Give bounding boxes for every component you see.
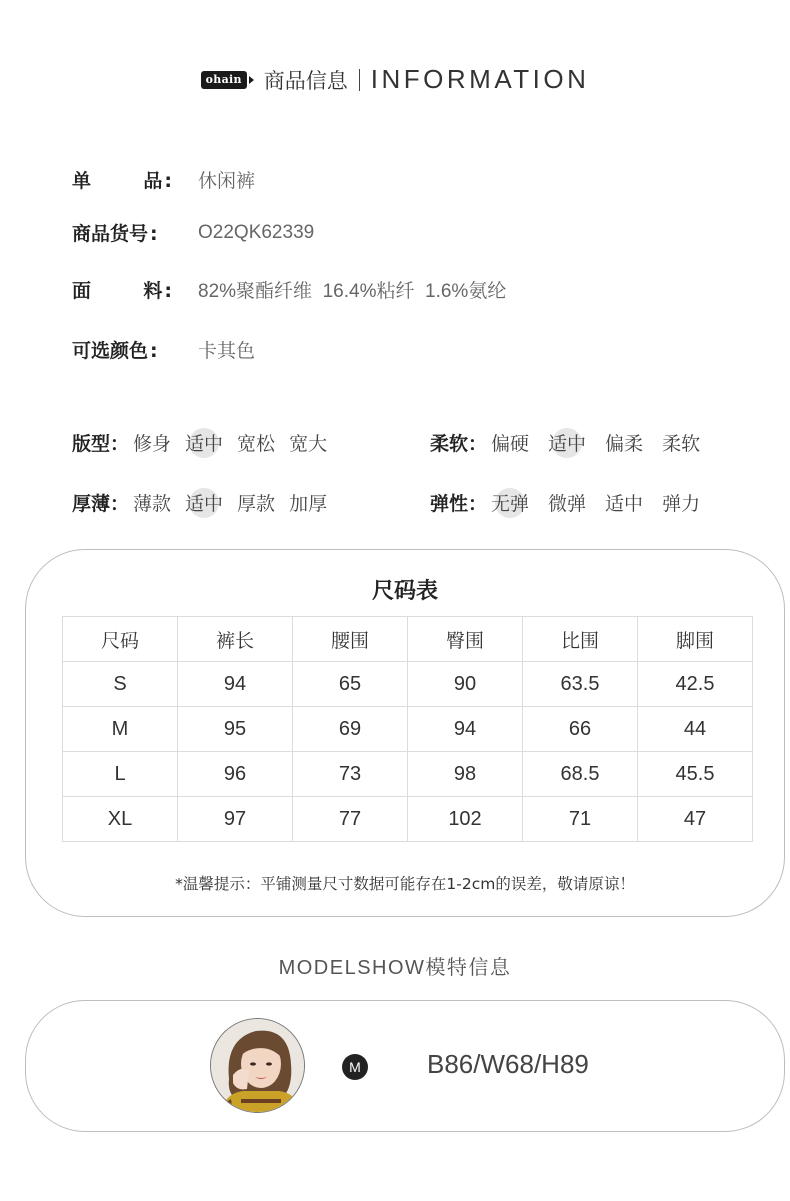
table-header-cell: 腰围 xyxy=(293,617,408,662)
attr-label: 版型： xyxy=(72,433,130,455)
info-row-fabric xyxy=(72,276,506,303)
info-row-item xyxy=(72,166,255,193)
attr-thickness xyxy=(72,489,341,516)
attr-option: 宽大 xyxy=(289,433,328,455)
header-title-en: INFORMATION xyxy=(370,64,590,94)
table-cell: 71 xyxy=(523,797,638,842)
table-cell: 68.5 xyxy=(523,752,638,797)
model-portrait-icon xyxy=(210,1018,305,1113)
attr-option: 适中 xyxy=(605,493,644,515)
table-cell: 94 xyxy=(178,662,293,707)
attr-option: 薄款 xyxy=(133,493,172,515)
info-label: 单 品 : xyxy=(72,170,172,192)
attr-label: 柔软： xyxy=(430,433,488,455)
table-cell: 102 xyxy=(408,797,523,842)
table-header-cell: 尺码 xyxy=(63,617,178,662)
attr-option: 偏柔 xyxy=(605,433,644,455)
table-cell: 45.5 xyxy=(638,752,753,797)
attr-option: 微弹 xyxy=(548,493,587,515)
info-value: O22QK62339 xyxy=(198,221,315,243)
play-arrow-icon xyxy=(249,76,254,84)
model-card xyxy=(25,1000,785,1132)
table-cell: 77 xyxy=(293,797,408,842)
attr-option: 修身 xyxy=(133,433,172,455)
table-cell: 73 xyxy=(293,752,408,797)
model-size-badge: M xyxy=(342,1054,368,1080)
attr-option: 加厚 xyxy=(289,493,328,515)
table-header-cell: 裤长 xyxy=(178,617,293,662)
size-note: *温馨提示：平铺测量尺寸数据可能存在1-2cm的误差，敬请原谅！ xyxy=(175,875,635,893)
table-cell: 95 xyxy=(178,707,293,752)
table-cell: 98 xyxy=(408,752,523,797)
table-cell: 44 xyxy=(638,707,753,752)
attr-option-selected: 无弹 xyxy=(491,489,529,516)
attr-option: 柔软 xyxy=(662,433,701,455)
attr-elasticity xyxy=(430,489,714,516)
attr-label: 弹性： xyxy=(430,493,488,515)
section-header xyxy=(0,64,790,95)
table-cell: 97 xyxy=(178,797,293,842)
attr-option-selected: 适中 xyxy=(185,489,223,516)
header-title-cn: 商品信息 xyxy=(263,68,348,93)
table-cell: XL xyxy=(63,797,178,842)
info-label: 商品货号 : xyxy=(72,223,158,245)
table-cell: M xyxy=(63,707,178,752)
size-chart-card xyxy=(25,549,785,917)
info-value: 卡其色 xyxy=(198,341,256,362)
table-row xyxy=(63,707,753,752)
attr-softness xyxy=(430,429,714,456)
table-header-row xyxy=(63,617,753,662)
attr-fit xyxy=(72,429,341,456)
table-cell: L xyxy=(63,752,178,797)
info-row-sku xyxy=(72,219,314,246)
table-cell: 69 xyxy=(293,707,408,752)
table-cell: 47 xyxy=(638,797,753,842)
info-label: 面 料 : xyxy=(72,280,172,302)
table-header-cell: 比围 xyxy=(523,617,638,662)
info-value: 休闲裤 xyxy=(198,171,256,192)
info-row-color xyxy=(72,336,255,363)
brand-logo-text: ohain xyxy=(201,71,247,89)
size-table xyxy=(62,616,753,842)
attr-option: 偏硬 xyxy=(491,433,530,455)
attr-option-selected: 适中 xyxy=(185,429,223,456)
table-cell: 42.5 xyxy=(638,662,753,707)
attr-label: 厚薄： xyxy=(72,493,130,515)
table-cell: 65 xyxy=(293,662,408,707)
size-chart-title: 尺码表 xyxy=(371,579,438,604)
attr-option: 宽松 xyxy=(237,433,276,455)
table-row xyxy=(63,752,753,797)
table-row xyxy=(63,797,753,842)
table-cell: 96 xyxy=(178,752,293,797)
info-value: 82%聚酯纤维 16.4%粘纤 1.6%氨纶 xyxy=(198,281,507,302)
table-cell: 90 xyxy=(408,662,523,707)
table-header-cell: 臀围 xyxy=(408,617,523,662)
info-label: 可选颜色 : xyxy=(72,340,158,362)
table-header-cell: 脚围 xyxy=(638,617,753,662)
header-divider xyxy=(359,69,360,91)
table-cell: 63.5 xyxy=(523,662,638,707)
model-measurements: B86/W68/H89 xyxy=(427,1049,589,1079)
attr-option: 弹力 xyxy=(662,493,701,515)
attr-option-selected: 适中 xyxy=(548,429,586,456)
model-heading: MODELSHOW模特信息 xyxy=(278,957,512,979)
table-cell: 94 xyxy=(408,707,523,752)
attr-option: 厚款 xyxy=(237,493,276,515)
table-row xyxy=(63,662,753,707)
brand-logo xyxy=(201,71,254,89)
table-cell: S xyxy=(63,662,178,707)
table-cell: 66 xyxy=(523,707,638,752)
